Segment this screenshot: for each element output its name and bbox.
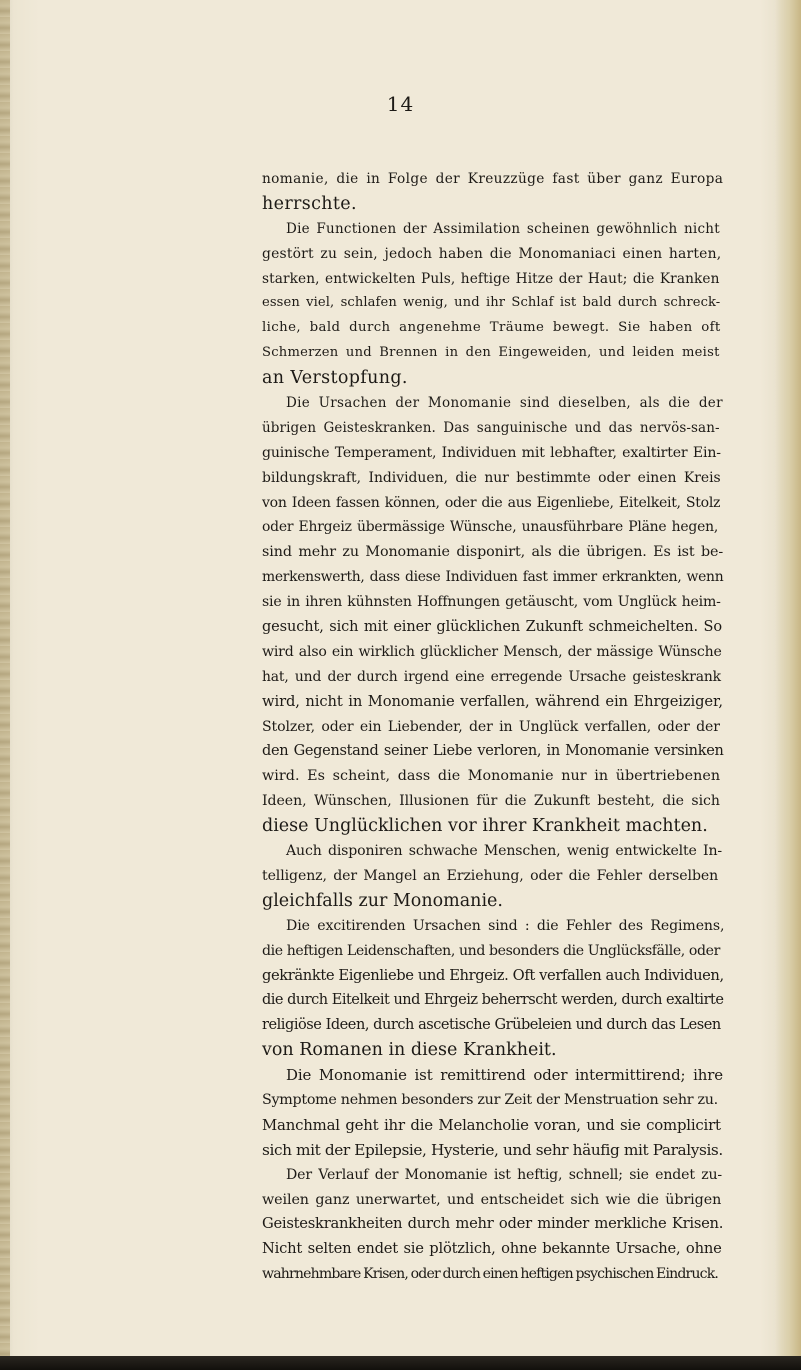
- page-outer-edge: [775, 0, 801, 1370]
- text-line: Die Ursachen der Monomanie sind dieselben, als die der: [286, 395, 723, 412]
- text-line: wird also ein wirklich glücklicher Mensch, der mässige Wünsche: [262, 643, 722, 660]
- text-line: Nicht selten endet sie plötzlich, ohne bekannte Ursache, ohne: [262, 1240, 722, 1258]
- text-line: herrschte.: [262, 193, 357, 214]
- text-line: Die Functionen der Assimilation scheinen gewöhnlich nicht: [286, 220, 720, 237]
- text-line: merkenswerth, dass diese Individuen fast immer erkrankten, wenn: [262, 569, 724, 586]
- page-binding-edge: [0, 0, 10, 1370]
- text-line: Stolzer, oder ein Liebender, der in Unglück verfallen, oder der: [262, 718, 720, 735]
- text-line: guinische Temperament, Individuen mit lebhafter, exaltirter Ein-: [262, 444, 721, 461]
- text-line: übrigen Geisteskranken. Das sanguinische und das nervös-san-: [262, 419, 720, 436]
- text-line: wird, nicht in Monomanie verfallen, während ein Ehrgeiziger,: [262, 692, 723, 710]
- text-line: an Verstopfung.: [262, 368, 408, 389]
- text-line: sind mehr zu Monomanie disponirt, als die übrigen. Es ist be-: [262, 544, 724, 561]
- text-line: Geisteskrankheiten durch mehr oder minder merkliche Krisen.: [262, 1215, 724, 1233]
- text-line: bildungskraft, Individuen, die nur bestimmte oder einen Kreis: [262, 469, 721, 486]
- text-line: gleichfalls zur Monomanie.: [262, 890, 503, 911]
- text-line: Auch disponiren schwache Menschen, wenig entwickelte In-: [286, 843, 722, 860]
- text-line: essen viel, schlafen wenig, und ihr Schlaf ist bald durch schreck-: [262, 295, 721, 311]
- text-line: religiöse Ideen, durch ascetische Grübeleien und durch das Lesen: [262, 1017, 721, 1034]
- scan-bottom-edge: [0, 1356, 801, 1370]
- text-line: wird. Es scheint, dass die Monomanie nur in übertriebenen: [262, 768, 721, 785]
- text-line: telligenz, der Mangel an Erziehung, oder die Fehler derselben: [262, 867, 719, 884]
- text-line: Die Monomanie ist remittirend oder intermittirend; ihre: [286, 1066, 723, 1085]
- text-line: von Romanen in diese Krankheit.: [262, 1040, 557, 1061]
- text-line: nomanie, die in Folge der Kreuzzüge fast über ganz Europa: [262, 171, 724, 187]
- text-line: oder Ehrgeiz übermässige Wünsche, unausführbare Pläne hegen,: [262, 519, 719, 536]
- text-line: hat, und der durch irgend eine erregende Ursache geisteskrank: [262, 668, 721, 685]
- page-number: 14: [386, 92, 415, 116]
- text-line: Die excitirenden Ursachen sind : die Fehler des Regimens,: [286, 917, 725, 934]
- text-line: den Gegenstand seiner Liebe verloren, in Monomanie versinken: [262, 743, 724, 760]
- body-text: [262, 167, 725, 1287]
- text-line: gesucht, sich mit einer glücklichen Zukunft schmeichelten. So: [262, 619, 722, 636]
- text-line: weilen ganz unerwartet, und entscheidet sich wie die übrigen: [262, 1191, 722, 1208]
- text-line: sie in ihren kühnsten Hoffnungen getäuscht, vom Unglück heim-: [262, 594, 721, 611]
- text-line: die durch Eitelkeit und Ehrgeiz beherrscht werden, durch exaltirte: [262, 992, 724, 1009]
- text-line: starken, entwickelten Puls, heftige Hitze der Haut; die Kranken: [262, 270, 720, 287]
- text-line: wahrnehmbare Krisen, oder durch einen heftigen psychischen Eindruck.: [262, 1266, 719, 1283]
- text-line: gestört zu sein, jedoch haben die Monomaniaci einen harten,: [262, 245, 722, 262]
- text-line: die heftigen Leidenschaften, und besonders die Unglücksfälle, oder: [262, 942, 720, 959]
- text-line: diese Unglücklichen vor ihrer Krankheit machten.: [262, 816, 708, 837]
- text-line: sich mit der Epilepsie, Hysterie, und sehr häufig mit Paralysis.: [262, 1140, 723, 1159]
- text-line: Manchmal geht ihr die Melancholie voran, und sie complicirt: [262, 1115, 721, 1134]
- text-line: von Ideen fassen können, oder die aus Eigenliebe, Eitelkeit, Stolz: [262, 494, 721, 511]
- text-line: gekränkte Eigenliebe und Ehrgeiz. Oft verfallen auch Individuen,: [262, 966, 724, 984]
- text-line: Schmerzen und Brennen in den Eingeweiden, und leiden meist: [262, 345, 720, 361]
- text-line: Ideen, Wünschen, Illusionen für die Zukunft besteht, die sich: [262, 793, 720, 810]
- text-line: Symptome nehmen besonders zur Zeit der Menstruation sehr zu.: [262, 1091, 718, 1108]
- text-line: liche, bald durch angenehme Träume bewegt. Sie haben oft: [262, 320, 721, 336]
- text-line: Der Verlauf der Monomanie ist heftig, schnell; sie endet zu-: [286, 1166, 723, 1183]
